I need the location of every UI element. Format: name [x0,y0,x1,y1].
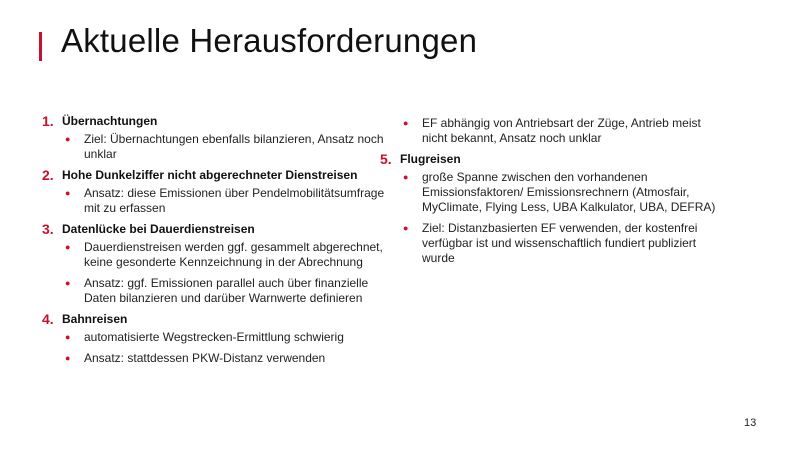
item-heading: Hohe Dunkelziffer nicht abgerechneter Dienstreisen [62,168,358,182]
bullet-dot-icon: ● [403,172,409,182]
bullet-item [62,351,387,366]
bullet-dot-icon: ● [65,188,71,198]
bullet-item [62,240,387,270]
numbered-item [380,152,725,167]
bullet-dot-icon: ● [65,242,71,252]
bullet-item [62,330,387,345]
bullet-text: Dauerdienstreisen werden ggf. gesammelt abgerechnet, keine gesonderte Kennzeichnung in der Abrechnung [84,240,383,269]
bullet-item [400,116,725,146]
numbered-item [42,168,387,183]
numbered-item [42,222,387,237]
bullet-list [62,240,387,306]
bullet-item [400,221,725,266]
bullet-text: EF abhängig von Antriebsart der Züge, Antrieb meist nicht bekannt, Ansatz noch unklar [422,116,701,145]
item-number: 2. [42,167,54,183]
title-accent-bar [39,32,42,61]
right-column [380,116,725,272]
numbered-item [42,114,387,129]
item-heading: Datenlücke bei Dauerdienstreisen [62,222,255,236]
bullet-item [62,276,387,306]
bullet-dot-icon: ● [65,278,71,288]
bullet-list [62,330,387,366]
bullet-text: Ziel: Übernachtungen ebenfalls bilanzieren, Ansatz noch unklar [84,132,384,161]
bullet-dot-icon: ● [65,332,71,342]
item-number: 4. [42,311,54,327]
bullet-list [400,116,725,146]
bullet-item [400,170,725,215]
bullet-dot-icon: ● [403,223,409,233]
bullet-text: Ansatz: stattdessen PKW-Distanz verwenden [84,351,326,365]
item-heading: Übernachtungen [62,114,158,128]
bullet-dot-icon: ● [65,353,71,363]
item-heading: Flugreisen [400,152,461,166]
slide-title: Aktuelle Herausforderungen [61,22,478,59]
item-number: 5. [380,151,392,167]
numbered-item [42,312,387,327]
bullet-item [62,132,387,162]
left-column [42,114,387,372]
bullet-text: automatisierte Wegstrecken-Ermittlung schwierig [84,330,344,344]
bullet-text: Ziel: Distanzbasierten EF verwenden, der kostenfrei verfügbar ist und wissenschaftlich fundiert publiziert wurde [422,221,698,265]
item-number: 3. [42,221,54,237]
bullet-list [400,170,725,266]
page-number: 13 [744,417,757,429]
bullet-list [62,132,387,162]
bullet-item [62,186,387,216]
item-number: 1. [42,113,54,129]
bullet-text: Ansatz: diese Emissionen über Pendelmobilitätsumfrage mit zu erfassen [84,186,385,215]
bullet-list [62,186,387,216]
bullet-text: Ansatz: ggf. Emissionen parallel auch über finanzielle Daten bilanzieren und darüber Warnwerte definieren [84,276,369,305]
bullet-dot-icon: ● [65,134,71,144]
bullet-text: große Spanne zwischen den vorhandenen Emissionsfaktoren/ Emissionsrechnern (Atmosfair, MyClimate, Flying Less, UBA Kalkulator, UBA, DEFRA) [422,170,716,214]
bullet-dot-icon: ● [403,118,409,128]
item-heading: Bahnreisen [62,312,128,326]
